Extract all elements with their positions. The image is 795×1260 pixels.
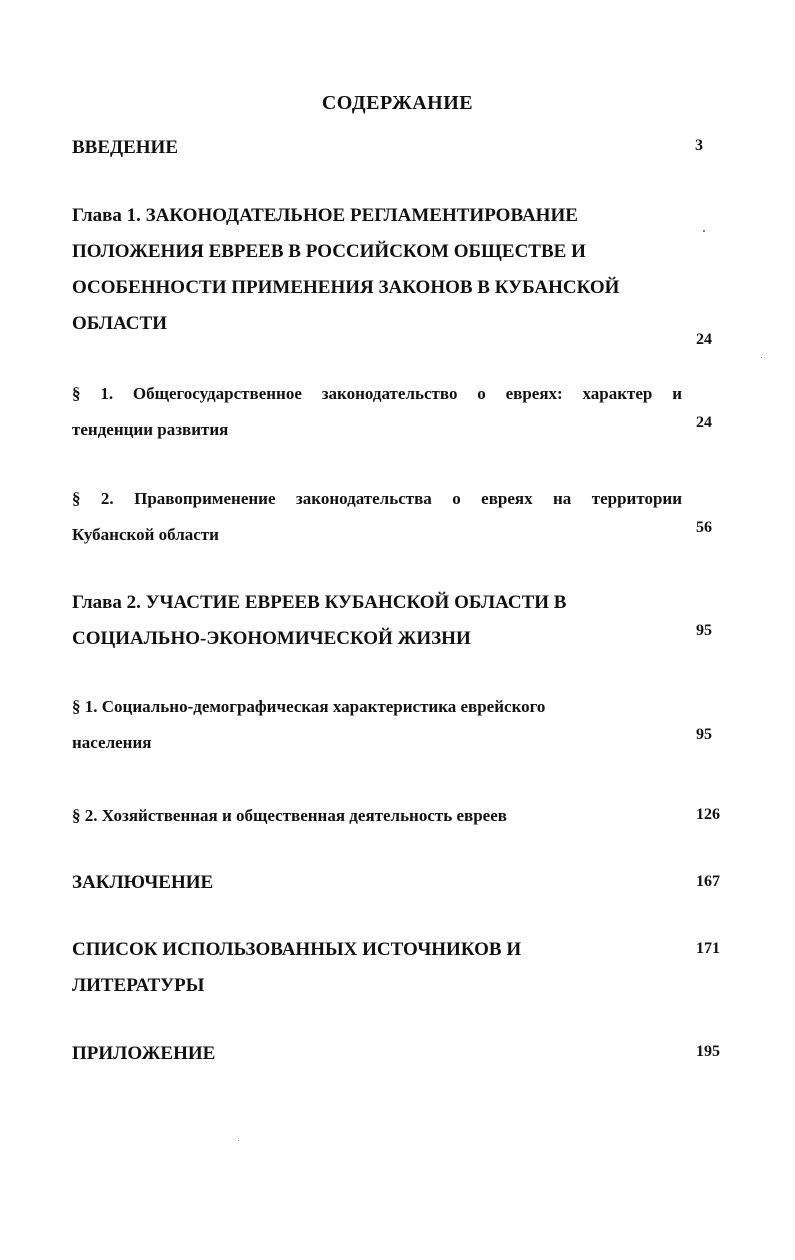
toc-entry-line: ПРИЛОЖЕНИЕ: [72, 1043, 216, 1064]
toc-entry-line: ОСОБЕННОСТИ ПРИМЕНЕНИЯ ЗАКОНОВ В КУБАНСКОЙ: [72, 277, 620, 298]
toc-page-number: 56: [696, 519, 712, 536]
toc-entry-line: ЗАКЛЮЧЕНИЕ: [72, 872, 214, 893]
toc-entry-line: ОБЛАСТИ: [72, 313, 167, 334]
toc-entry-conclusion[interactable]: [72, 865, 213, 901]
toc-entry-line: § 1. Социально-демографическая характеристика еврейского: [72, 697, 546, 716]
toc-page-number: 95: [696, 622, 712, 639]
toc-page-number: 126: [696, 806, 720, 823]
toc-page-number: 3: [695, 137, 703, 154]
toc-entry-introduction[interactable]: [72, 130, 178, 166]
scan-speck: [703, 230, 705, 232]
toc-entry-line: Глава 2. УЧАСТИЕ ЕВРЕЕВ КУБАНСКОЙ ОБЛАСТИ В: [72, 592, 567, 613]
scan-speck: [761, 357, 762, 358]
toc-entry-line: ПОЛОЖЕНИЯ ЕВРЕЕВ В РОССИЙСКОМ ОБЩЕСТВЕ И: [72, 241, 586, 262]
toc-entry-line: ЛИТЕРАТУРЫ: [72, 975, 205, 996]
toc-entry-line: § 2. Хозяйственная и общественная деятельность евреев: [72, 806, 507, 825]
toc-entry-chapter-2[interactable]: [72, 585, 566, 657]
toc-heading: СОДЕРЖАНИЕ: [321, 92, 474, 114]
toc-entry-line: § 1. Общегосударственное законодательство о евреях: характер и: [72, 384, 682, 403]
toc-entry-ch2-section-2[interactable]: [72, 798, 507, 834]
toc-entry-line: ВВЕДЕНИЕ: [72, 137, 178, 158]
toc-page-number: 24: [696, 414, 712, 431]
toc-entry-line: СОЦИАЛЬНО-ЭКОНОМИЧЕСКОЙ ЖИЗНИ: [72, 628, 471, 649]
toc-entry-line: Кубанской области: [72, 525, 219, 544]
toc-page-number: 171: [696, 940, 720, 957]
toc-entry-ch1-section-2[interactable]: [72, 481, 682, 553]
toc-entry-ch2-section-1[interactable]: [72, 689, 545, 761]
toc-entry-bibliography[interactable]: [72, 932, 521, 1004]
toc-entry-appendix[interactable]: [72, 1036, 215, 1072]
toc-entry-line: населения: [72, 733, 152, 752]
toc-entry-line: тенденции развития: [72, 420, 229, 439]
toc-entry-line: СПИСОК ИСПОЛЬЗОВАННЫХ ИСТОЧНИКОВ И: [72, 939, 522, 960]
scan-speck: [238, 1140, 239, 1141]
toc-entry-line: § 2. Правоприменение законодательства о евреях на территории: [72, 489, 682, 508]
toc-entry-line: Глава 1. ЗАКОНОДАТЕЛЬНОЕ РЕГЛАМЕНТИРОВАНИЕ: [72, 205, 578, 226]
toc-page-number: 195: [696, 1043, 720, 1060]
toc-entry-chapter-1[interactable]: [72, 198, 619, 342]
toc-page-number: 167: [696, 873, 720, 890]
toc-entry-ch1-section-1[interactable]: [72, 376, 682, 448]
toc-page-number: 24: [696, 331, 712, 348]
toc-page-number: 95: [696, 726, 712, 743]
